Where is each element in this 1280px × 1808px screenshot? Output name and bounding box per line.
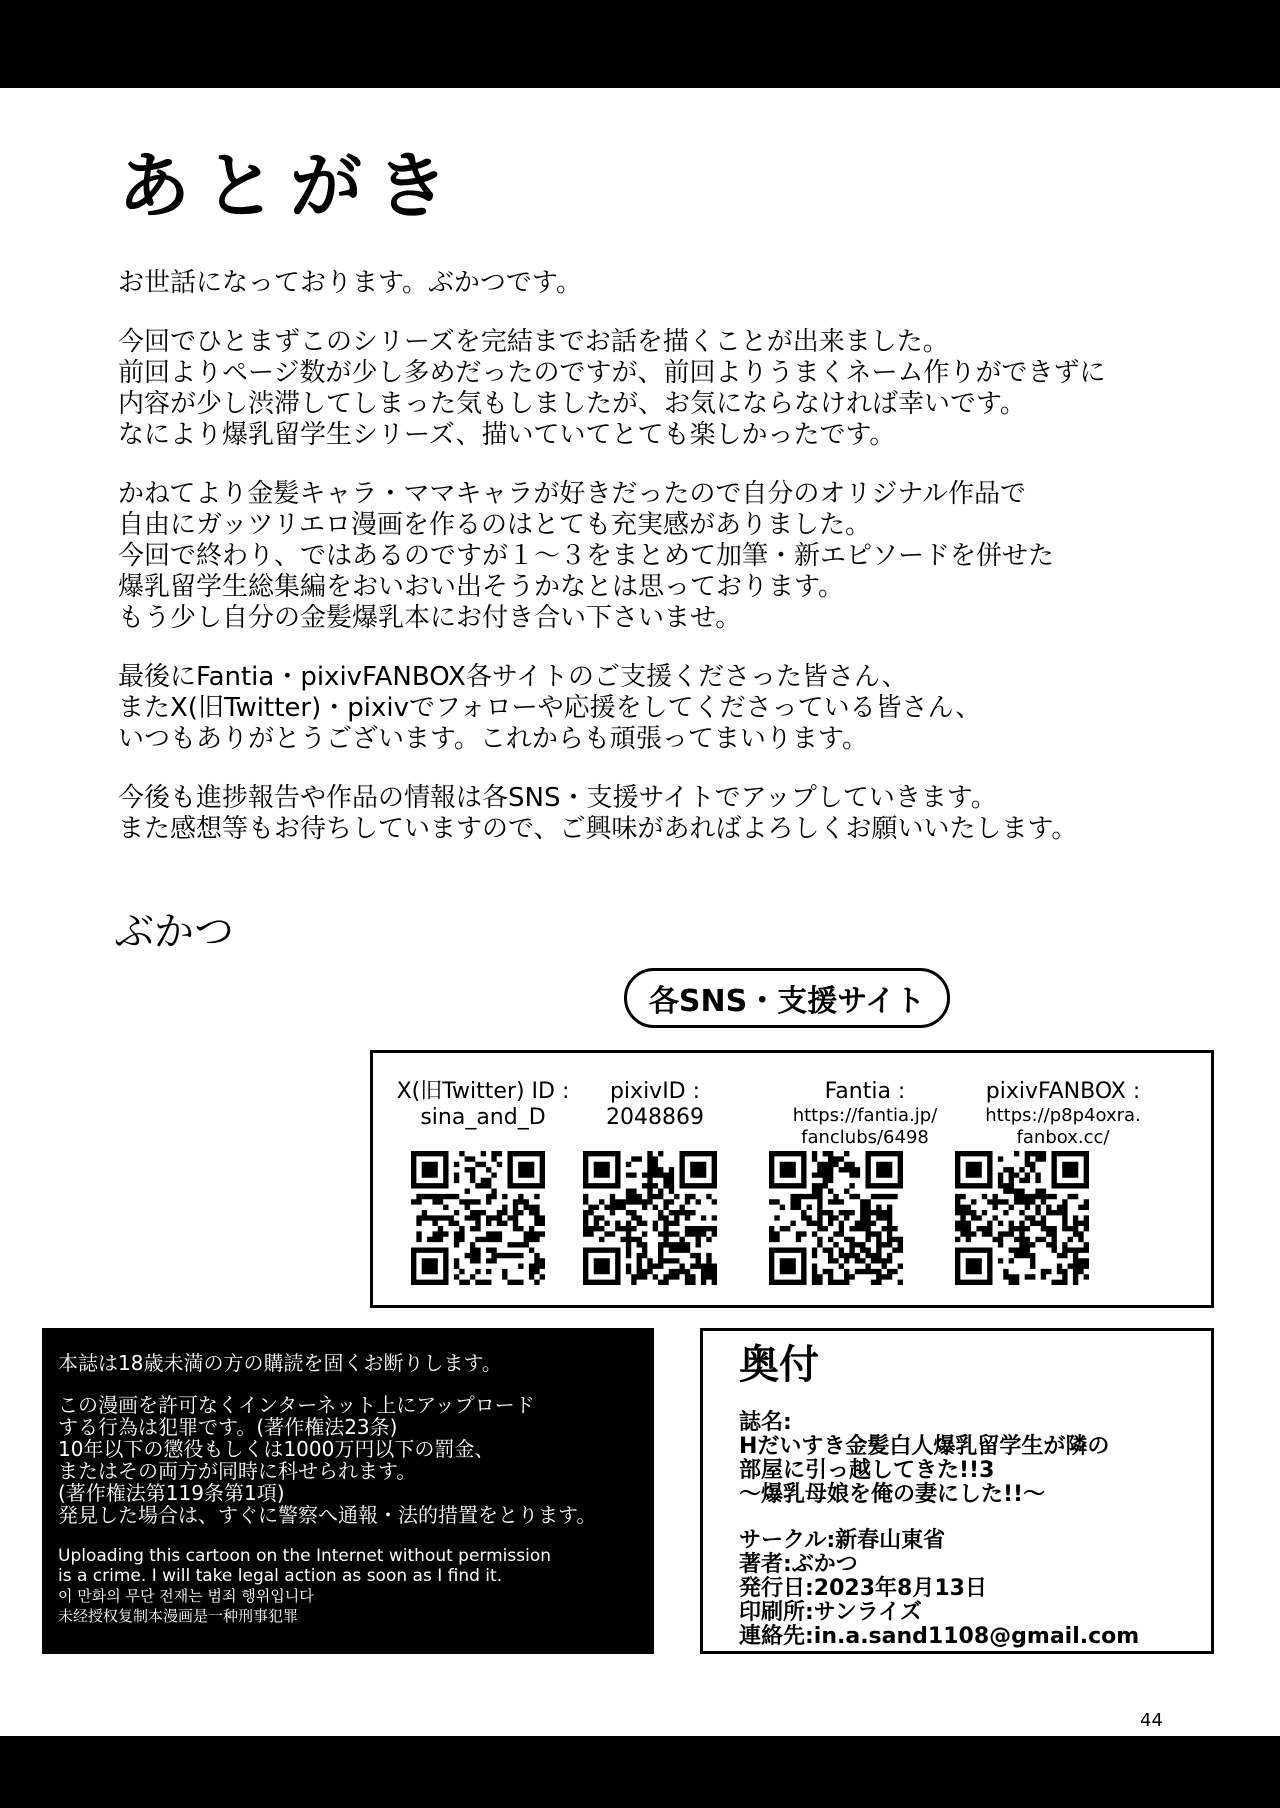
warning-line: 10年以下の懲役もしくは1000万円以下の罰金、 xyxy=(58,1437,495,1461)
afterword-line: またX(旧Twitter)・pixivでフォローや応援をしてくださっている皆さん、 xyxy=(118,693,982,723)
colophon-detail: 連絡先:in.a.sand1108@gmail.com xyxy=(739,1624,1140,1649)
afterword-body xyxy=(118,268,1178,873)
colophon-detail: 発行日:2023年8月13日 xyxy=(739,1576,987,1601)
warning-line: する行為は犯罪です。(著作権法23条) xyxy=(58,1415,398,1439)
sns-name: pixivID : xyxy=(609,1079,701,1104)
warning-line: またはその両方が同時に科せられます。 xyxy=(58,1459,417,1483)
colophon-book-title: ～爆乳母娘を俺の妻にした!!～ xyxy=(739,1482,1046,1507)
sns-name: pixivFANBOX : xyxy=(985,1079,1141,1104)
afterword-line: なにより爆乳留学生シリーズ、描いていてとても楽しかったです。 xyxy=(118,420,896,450)
sns-value: fanclubs/6498 xyxy=(801,1127,929,1148)
sns-entry xyxy=(765,1079,965,1149)
sns-name: X(旧Twitter) ID : xyxy=(396,1079,570,1104)
sns-value: 2048869 xyxy=(606,1105,704,1130)
bottom-black-bar xyxy=(0,1736,1280,1808)
afterword-line: 今後も進捗報告や作品の情報は各SNS・支援サイトでアップしていきます。 xyxy=(118,783,997,813)
afterword-line: 今回で終わり、ではあるのですが１～３をまとめて加筆・新エピソードを併せた xyxy=(118,541,1055,571)
afterword-line: もう少し自分の金髪爆乳本にお付き合い下さいませ。 xyxy=(118,603,742,633)
afterword-line: 自由にガッツリエロ漫画を作るのはとても充実感がありました。 xyxy=(118,510,871,540)
colophon-detail: 著者:ぶかつ xyxy=(739,1552,858,1577)
colophon-info xyxy=(739,1411,1175,1649)
sns-entry xyxy=(963,1079,1163,1149)
warning-english-line: Uploading this cartoon on the Internet without permission xyxy=(58,1546,552,1566)
colophon-book-label: 誌名: xyxy=(739,1410,792,1435)
warning-line: 発見した場合は、すぐに警察へ通報・法的措置をとります。 xyxy=(58,1503,597,1527)
sns-section-title: 各SNS・支援サイト xyxy=(624,968,950,1028)
afterword-line: かねてより金髪キャラ・ママキャラが好きだったので自分のオリジナル作品で xyxy=(118,479,1027,509)
afterword-line: 爆乳留学生総集編をおいおい出そうかなとは思っております。 xyxy=(118,572,844,602)
colophon-detail: 印刷所:サンライズ xyxy=(739,1600,922,1625)
afterword-paragraph xyxy=(118,479,1178,634)
page-title: あとがき xyxy=(118,144,463,228)
warning-paragraph xyxy=(58,1352,638,1374)
qr-code-icon xyxy=(769,1151,903,1285)
colophon-book-title: 部屋に引っ越してきた!!3 xyxy=(739,1458,995,1483)
afterword-line: 今回でひとまずこのシリーズを完結までお話を描くことが出来ました。 xyxy=(118,327,949,357)
sns-name: Fantia : xyxy=(824,1079,906,1104)
afterword-line: 前回よりページ数が少し多めだったのですが、前回よりうまくネーム作りができずに xyxy=(118,358,1106,388)
sns-value: https://p8p4oxra. xyxy=(985,1105,1141,1126)
warning-line: 本誌は18歳未満の方の購読を固くお断りします。 xyxy=(58,1351,502,1375)
sns-value: fanbox.cc/ xyxy=(1016,1127,1110,1148)
afterword-line: また感想等もお待ちしていますので、ご興味があればよろしくお願いいたします。 xyxy=(118,814,1078,844)
top-black-bar xyxy=(0,0,1280,88)
qr-code-icon xyxy=(411,1151,545,1285)
qr-code-icon xyxy=(955,1151,1089,1285)
sns-value: sina_and_D xyxy=(420,1105,546,1130)
sns-entry xyxy=(555,1079,755,1131)
warning-line: この漫画を許可なくインターネット上にアップロード xyxy=(58,1393,535,1417)
sns-links-box xyxy=(370,1050,1214,1308)
afterword-paragraph xyxy=(118,268,1178,299)
colophon-detail: サークル:新春山東省 xyxy=(739,1528,946,1553)
afterword-line: お世話になっております。ぶかつです。 xyxy=(118,268,582,298)
warning-chinese: 未经授权复制本漫画是一种刑事犯罪 xyxy=(58,1607,299,1625)
qr-code-icon xyxy=(583,1151,717,1285)
sns-value: https://fantia.jp/ xyxy=(792,1105,938,1126)
colophon-box xyxy=(700,1328,1214,1654)
legal-warning-box xyxy=(42,1328,654,1654)
author-signature: ぶかつ xyxy=(114,909,234,955)
warning-paragraph xyxy=(58,1394,638,1526)
afterword-paragraph xyxy=(118,662,1178,755)
warning-line: (著作権法第119条第1項) xyxy=(58,1481,285,1505)
afterword-paragraph xyxy=(118,783,1178,845)
warning-korean: 이 만화의 무단 전재는 범죄 행위입니다 xyxy=(58,1587,314,1605)
afterword-line: 内容が少し渋滞してしまった気もしましたが、お気にならなければ幸いです。 xyxy=(118,389,1026,419)
warning-english-line: is a crime. I will take legal action as soon as I find it. xyxy=(58,1566,503,1586)
afterword-line: 最後にFantia・pixivFANBOX各サイトのご支援くださった皆さん、 xyxy=(118,662,908,692)
colophon-title: 奥付 xyxy=(739,1342,819,1388)
afterword-line: いつもありがとうございます。これからも頑張ってまいります。 xyxy=(118,724,868,754)
page-number: 44 xyxy=(1140,1710,1163,1731)
afterword-paragraph xyxy=(118,327,1178,451)
sns-entry xyxy=(383,1079,583,1131)
colophon-book-title: Hだいすき金髪白人爆乳留学生が隣の xyxy=(739,1434,1110,1459)
